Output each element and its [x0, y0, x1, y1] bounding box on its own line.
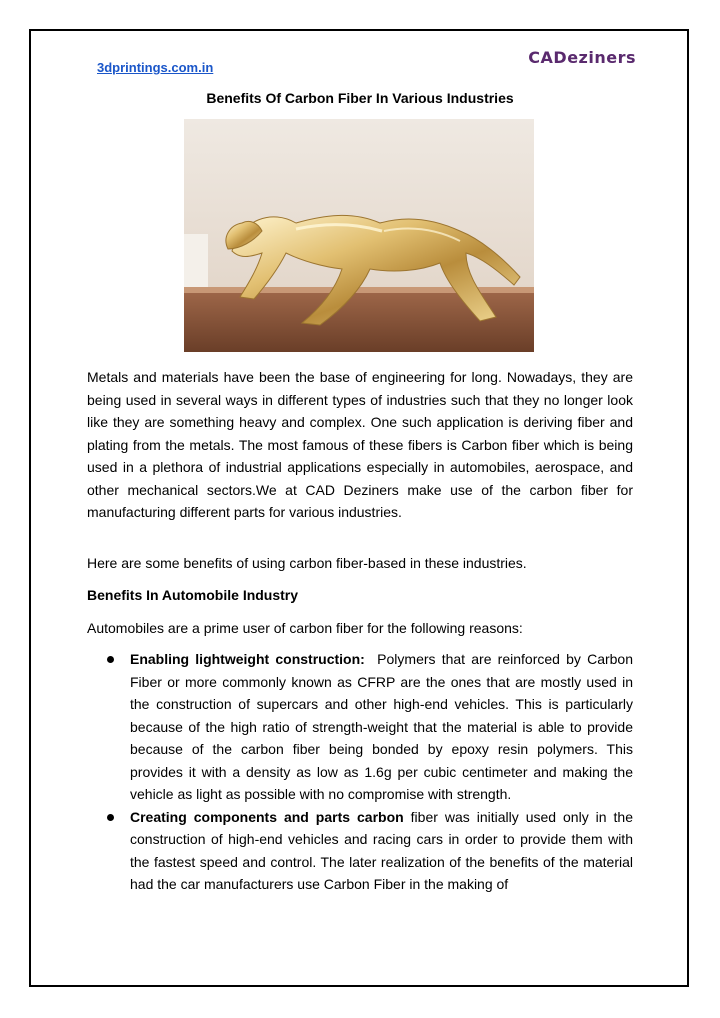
section-intro: Automobiles are a prime user of carbon fiber for the following reasons: [87, 620, 523, 636]
bullet-icon [107, 656, 114, 663]
bullet-text: fiber was initially used only in the construction of high-end vehicles and racing cars in order to provide them with the fastest speed and control. The later realization of the benefits of the material had the car manufacturers use Carbon Fiber in the making of [130, 808, 637, 892]
benefits-intro: Here are some benefits of using carbon fiber-based in these industries. [87, 555, 527, 571]
bullet-lead: Enabling lightweight construction: [130, 651, 365, 667]
brand-logo[interactable] [526, 40, 636, 74]
benefits-list [87, 648, 637, 896]
document-title: Benefits Of Carbon Fiber In Various Industries [206, 90, 514, 106]
bullet-icon [107, 814, 114, 821]
site-link[interactable]: 3dprintings.com.in [97, 60, 214, 75]
intro-paragraph: Metals and materials have been the base of engineering for long. Nowadays, they are being used in several ways in different types of industries such that they no longer look like they are something heavy and complex. One such application is deriving fiber and plating from the metals. The most famous of these fibers is Carbon fiber which is being used in a plethora of industrial applications especially in automobiles, aerospace, and other mechanical sectors.We at CAD Deziners make use of the carbon fiber for manufacturing different parts for various industries. [87, 369, 633, 520]
bullet-lead: Creating components and parts carbon [130, 808, 404, 825]
list-item [87, 648, 637, 806]
logo-text: CADeziners [528, 47, 636, 67]
bullet-text: Polymers that are reinforced by Carbon Fiber or more commonly known as CFRP are the ones that are mostly used in the construction of supercars and other high-end vehicles. This is particularly because of the high ratio of strength-weight that the material is able to provide because of the carbon fiber being bonded by epoxy resin polymers. This provides it with a density as low as 1.6g per cubic centimeter and making the vehicle as light as possible with no compromise with strength. [130, 651, 637, 802]
golden-panther-sculpture-image [184, 119, 534, 352]
section-heading: Benefits In Automobile Industry [87, 587, 299, 603]
list-item [87, 806, 637, 896]
